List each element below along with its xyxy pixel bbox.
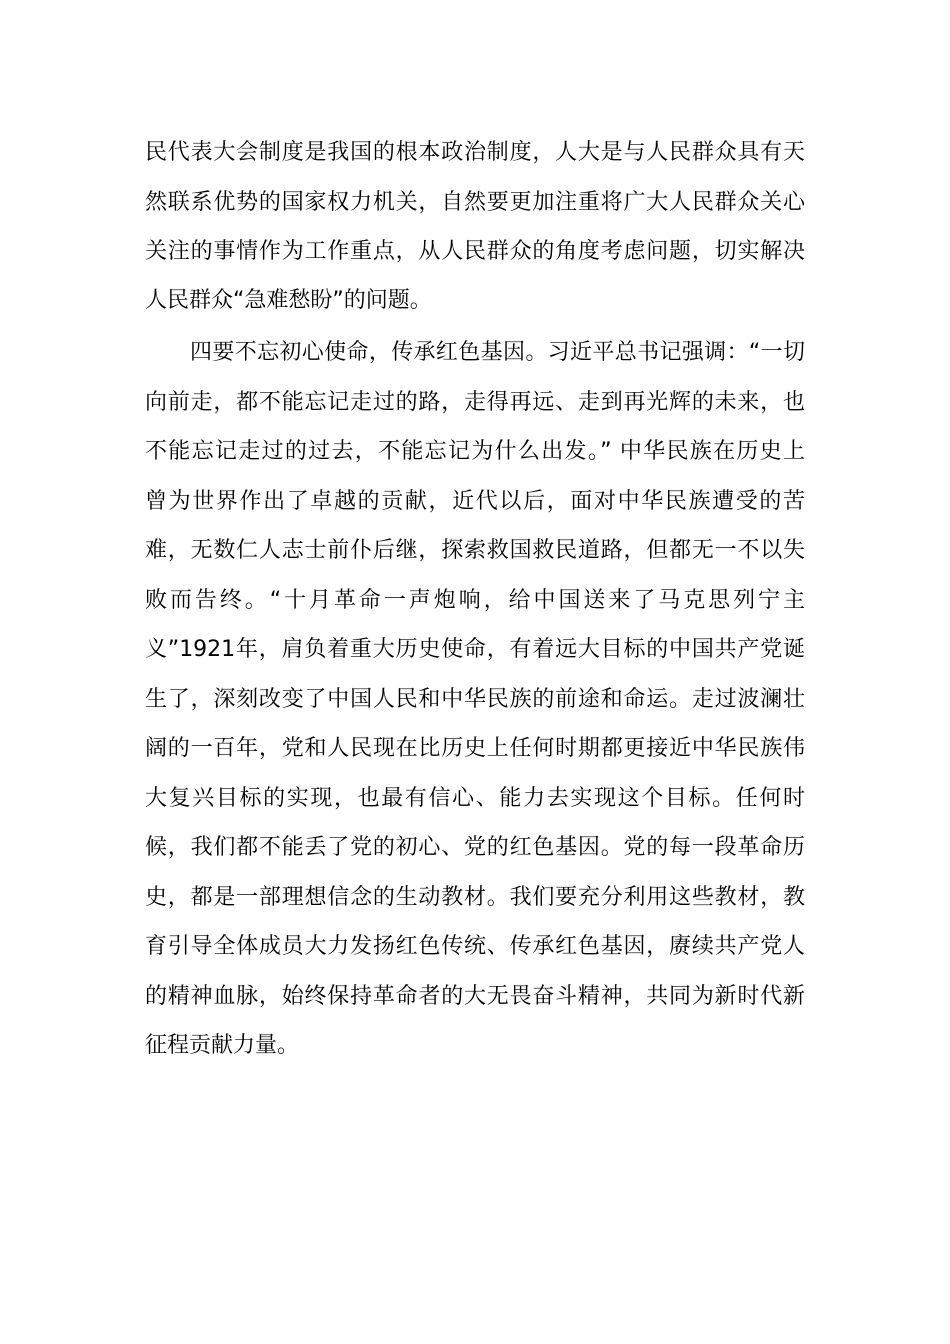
text-line: 义”1921年，肩负着重大历史使命，有着远大目标的中国共产党诞 — [145, 637, 805, 662]
text-line: 不能忘记走过的过去，不能忘记为什么出发。” 中华民族在历史上 — [145, 439, 805, 464]
text-line: 大复兴目标的实现，也最有信心、能力去实现这个目标。任何时 — [145, 786, 805, 811]
text-line: 征程贡献力量。 — [145, 1033, 300, 1058]
text-line: 曾为世界作出了卓越的贡献，近代以后，面对中华民族遭受的苦 — [145, 489, 805, 514]
text-line: 候，我们都不能丢了党的初心、党的红色基因。党的每一段革命历 — [145, 835, 805, 860]
text-line: 然联系优势的国家权力机关，自然要更加注重将广大人民群众关心 — [145, 190, 805, 215]
text-line: 阔的一百年，党和人民现在比历史上任何时期都更接近中华民族伟 — [145, 736, 805, 761]
text-line: 四要不忘初心使命，传承红色基因。习近平总书记强调：“一切 — [190, 340, 805, 365]
text-line: 生了，深刻改变了中国人民和中华民族的前途和命运。走过波澜壮 — [145, 687, 805, 712]
text-line: 的精神血脉，始终保持革命者的大无畏奋斗精神，共同为新时代新 — [145, 984, 805, 1009]
text-line: 史，都是一部理想信念的生动教材。我们要充分利用这些教材，教 — [145, 885, 805, 910]
text-line: 败而告终。“十月革命一声炮响，给中国送来了马克思列宁主 — [145, 588, 805, 613]
text-line: 民代表大会制度是我国的根本政治制度，人大是与人民群众具有天 — [145, 140, 805, 165]
text-line: 关注的事情作为工作重点，从人民群众的角度考虑问题，切实解决 — [145, 239, 805, 264]
text-line: 难，无数仁人志士前仆后继，探索救国救民道路，但都无一不以失 — [145, 538, 805, 563]
text-line: 人民群众“急难愁盼”的问题。 — [145, 288, 432, 313]
text-line: 向前走，都不能忘记走过的路，走得再远、走到再光辉的未来，也 — [145, 390, 805, 415]
text-line: 育引导全体成员大力发扬红色传统、传承红色基因，赓续共产党人 — [145, 934, 805, 959]
